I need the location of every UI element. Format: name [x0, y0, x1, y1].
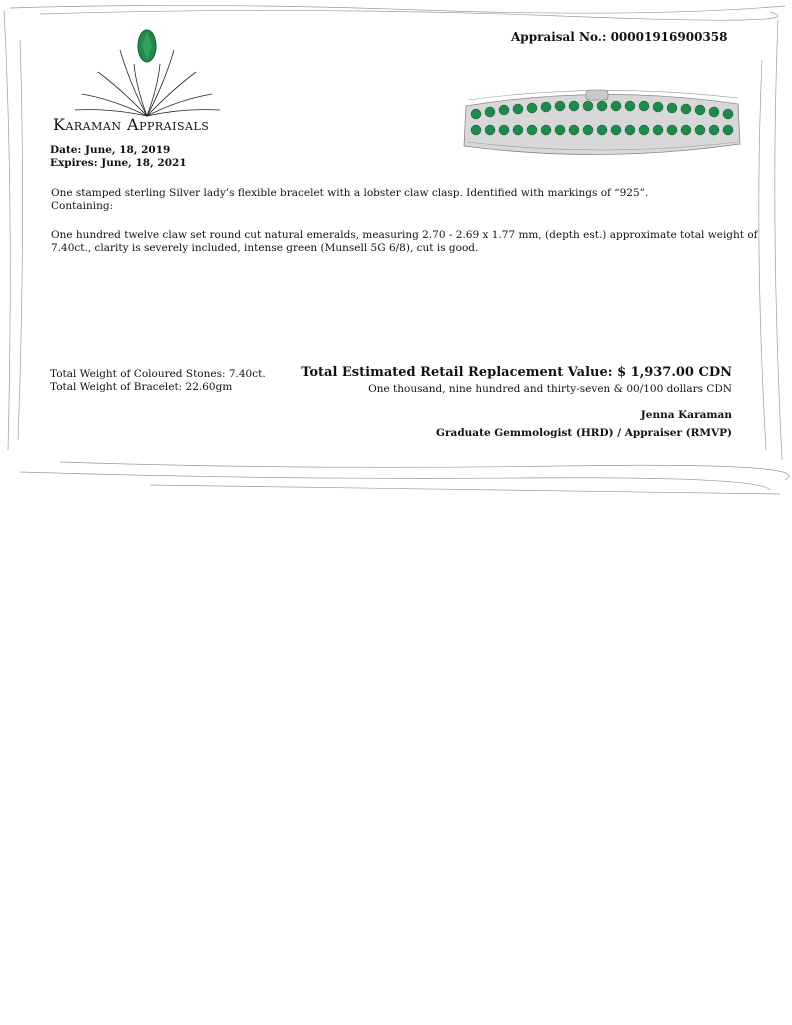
brand-name: Karaman Appraisals	[53, 115, 210, 134]
description-line-2: Containing:	[51, 200, 114, 212]
appraiser-name: Jenna Karaman	[640, 409, 732, 421]
appraisal-number	[511, 30, 727, 44]
expiry-date: Expires: June, 18, 2021	[50, 157, 187, 169]
stones-weight: Total Weight of Coloured Stones: 7.40ct.	[50, 368, 266, 380]
stones-line-1: One hundred twelve claw set round cut natural emeralds, measuring 2.70 - 2.69 x 1.77 mm, (depth est.) approximate total weight of	[51, 229, 758, 241]
total-value: Total Estimated Retail Replacement Value: $ 1,937.00 CDN	[301, 365, 732, 380]
description-line-1: One stamped sterling Silver lady’s flexible bracelet with a lobster claw clasp. Identified with markings of “925”.	[51, 187, 649, 199]
appraiser-title: Graduate Gemmologist (HRD) / Appraiser (RMVP)	[436, 427, 732, 439]
bracelet-image	[460, 84, 745, 160]
stones-line-2: 7.40ct., clarity is severely included, intense green (Munsell 5G 6/8), cut is good.	[51, 242, 479, 254]
appraisal-number-label: Appraisal No.:	[511, 30, 607, 44]
appraisal-date: Date: June, 18, 2019	[50, 144, 171, 156]
karaman-logo-icon	[70, 28, 225, 118]
bracelet-weight: Total Weight of Bracelet: 22.60gm	[50, 381, 233, 393]
appraisal-number-value: 00001916900358	[610, 30, 728, 44]
total-value-words: One thousand, nine hundred and thirty-seven & 00/100 dollars CDN	[368, 383, 732, 395]
